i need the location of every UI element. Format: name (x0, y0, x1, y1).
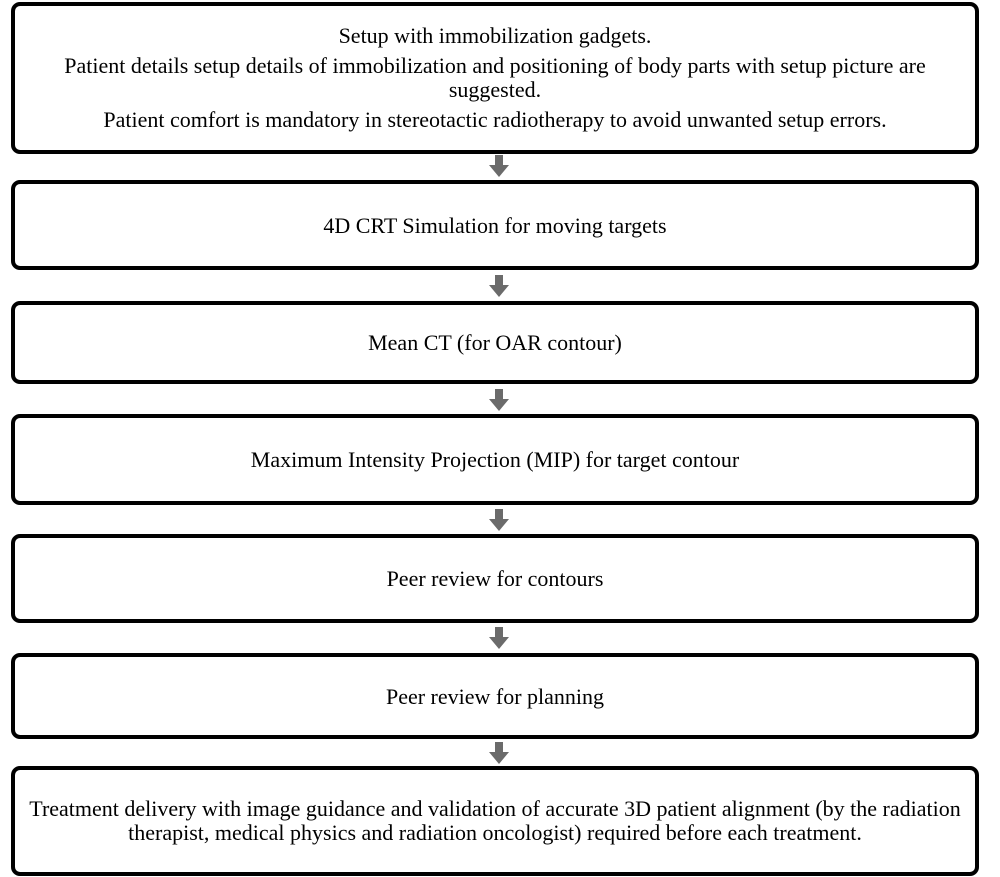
down-arrow-icon (488, 275, 510, 297)
down-arrow-icon (488, 627, 510, 649)
step-box-simulation (11, 180, 979, 270)
step-box-setup (11, 2, 979, 154)
down-arrow-icon (488, 389, 510, 411)
step-box-contour-review (11, 534, 979, 623)
step-box-treatment-delivery (11, 766, 979, 876)
down-arrow-icon (488, 742, 510, 764)
step-text: Mean CT (for OAR contour) (368, 330, 622, 355)
down-arrow-icon (488, 509, 510, 531)
step-box-mean-ct (11, 301, 979, 384)
down-arrow-icon (488, 155, 510, 177)
step-text: Patient comfort is mandatory in stereotactic radiotherapy to avoid unwanted setup errors. (103, 107, 887, 132)
step-text: Peer review for planning (385, 683, 605, 709)
step-text: 4D CRT Simulation for moving targets (323, 212, 667, 238)
step-text: Maximum Intensity Projection (MIP) for target contour (250, 447, 740, 472)
step-text: Peer review for contours (386, 566, 604, 591)
step-box-mip (11, 414, 979, 505)
step-text: Patient details setup details of immobilization and positioning of body parts with setup picture are suggested. (64, 53, 926, 102)
step-box-planning-review (11, 653, 979, 739)
step-text: Treatment delivery with image guidance and validation of accurate 3D patient alignment (by the radiation therapist, medical physics and radiation oncologist) required before each treatment. (29, 796, 961, 845)
step-text: Setup with immobilization gadgets. (338, 23, 652, 48)
